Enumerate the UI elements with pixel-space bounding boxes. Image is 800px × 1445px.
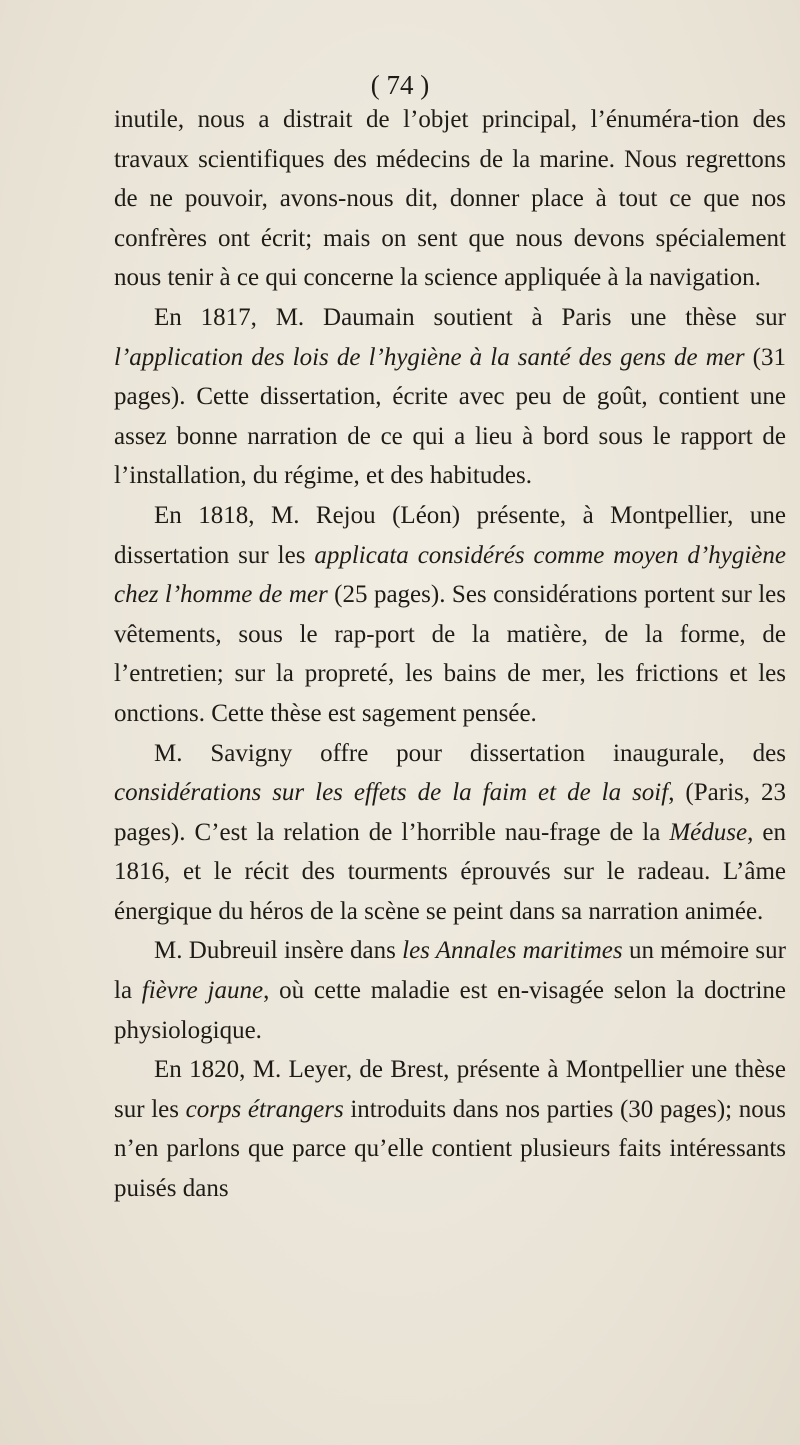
page-number: ( 74 )	[370, 70, 430, 100]
paragraph-1	[114, 100, 786, 298]
paragraph-2-seg-1: En 1817, M. Daumain soutient à Paris une thèse sur	[154, 303, 786, 331]
paragraph-3-seg-3: (25 pages). Ses considérations portent sur les vêtements, sous le rap-port de la matière, de la forme, de l’entretien; sur la propreté, les bains de mer, les frictions et les onctions. Cette thèse est sagement pensée.	[114, 581, 786, 727]
paragraph-4-seg-1: M. Savigny offre pour dissertation inaugurale, des	[154, 739, 786, 767]
paragraph-6-seg-1: En 1820, M. Leyer, de Brest, présente à Montpellier une thèse sur les	[114, 1056, 786, 1123]
paragraph-1-seg-1: inutile, nous a distrait de l’objet principal, l’énuméra-tion des travaux scientifiques des médecins de la marine. Nous regrettons de ne pouvoir, avons-nous dit, donner place à tout ce que nos confrères ont écrit; mais on sent que nous devons spécialement nous tenir à ce qui concerne la science appliquée à la navigation.	[114, 106, 786, 292]
paragraph-3-seg-1: En 1818, M. Rejou (Léon) présente, à Montpellier, une dissertation sur les	[114, 501, 786, 569]
paragraph-4-seg-5: , en 1816, et le récit des tourments éprouvés sur le radeau. L’âme énergique du héros de la scène se peint dans sa narration animée.	[114, 818, 786, 925]
paragraph-3	[114, 496, 786, 734]
paragraph-4	[114, 734, 786, 932]
journal-title: les Annales maritimes	[402, 937, 623, 965]
paragraph-5-seg-5: , où cette maladie est en-visagée selon la doctrine physiologique.	[114, 977, 786, 1044]
paragraph-5-seg-3: un mémoire sur la	[114, 937, 786, 1005]
paragraph-6-seg-3: introduits dans nos parties (30 pages); nous n’en parlons que parce qu’elle contient plusieurs faits intéressants puisés dans	[114, 1095, 786, 1203]
thesis-title-savigny: considérations sur les effets de la faim et de la soif	[114, 779, 669, 807]
thesis-title-rejou: applicata considérés comme moyen d’hygiène chez l’homme de mer	[114, 541, 786, 609]
thesis-title-leyer: corps étrangers	[185, 1095, 344, 1123]
paragraph-5	[114, 931, 786, 1050]
paragraph-5-seg-1: M. Dubreuil insère dans	[154, 937, 403, 965]
paragraph-2	[114, 298, 786, 496]
paragraph-2-seg-3: (31 pages). Cette dissertation, écrite avec peu de goût, contient une assez bonne narration de ce qui a lieu à bord sous le rapport de l’installation, du régime, et des habitudes.	[114, 343, 786, 490]
body-text	[114, 100, 786, 1209]
ship-name-meduse: Méduse	[669, 818, 748, 846]
paragraph-4-seg-3: , (Paris, 23 pages). C’est la relation de l’horrible nau-frage de la	[114, 779, 786, 846]
paragraph-6	[114, 1050, 786, 1208]
disease-name: fièvre jaune	[141, 977, 264, 1005]
thesis-title-daumain: l’application des lois de l’hygiène à la santé des gens de mer	[114, 343, 745, 371]
